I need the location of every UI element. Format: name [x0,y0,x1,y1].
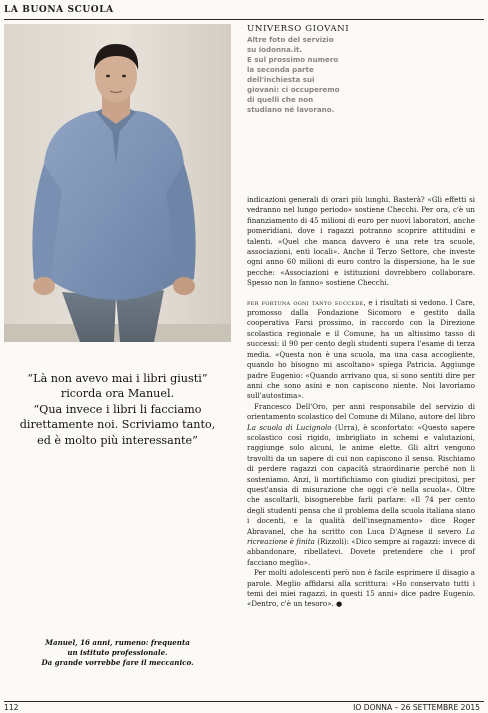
sidebar-line: giovani: ci occuperemo [247,85,340,94]
issue-info: IO DONNA – 26 SETTEMBRE 2015 [353,703,480,712]
top-rule [4,19,484,20]
sidebar-line: su iodonna.it. [247,45,303,54]
paragraph-lead-in: per fortuna ogni tanto succede [247,297,364,307]
page-number: 112 [4,703,19,712]
article-paragraph [247,402,475,569]
sidebar-text [247,35,387,115]
sidebar-line: la seconda parte [247,65,314,74]
sidebar-line: di quelli che non [247,95,314,104]
sidebar-line: E sul prossimo numero [247,55,339,64]
sidebar-line: dell'inchiesta sui [247,75,315,84]
caption-line: Da grande vorrebbe fare il meccanico. [41,658,194,668]
quote-line: “Là non avevo mai i libri giusti” [27,372,208,385]
article-paragraph [247,298,475,402]
book-title: La scuola di Lucignolo [247,422,332,432]
caption-line: un istituto professionale. [67,648,168,658]
book-title: La ricreazione è finita [247,526,475,546]
paragraph-text: Francesco Dell'Oro, per anni responsabile del servizio di orientamento scolastico del Comune di Milano, autore del libro [247,401,475,422]
caption-line: Manuel, 16 anni, rumeno: frequenta [45,638,190,647]
bottom-rule [4,701,484,702]
portrait-photo [4,24,231,342]
sidebar-line: studiano né lavorano. [247,105,335,114]
pull-quote [4,371,231,448]
quote-line: ed è molto più interessante” [37,433,198,447]
sidebar-line: Altre foto del servizio [247,35,334,44]
photo-caption [4,638,231,669]
quote-line: “Qua invece i libri li facciamo [33,402,202,416]
paragraph-text: (Urra), è sconfortato: «Questo sapere scolastico così rigido, imbrigliato in schemi e valutazioni, raggiunge solo alcuni, le anime elette. Gli altri vengono travolti da un sapere di cui non capiscono il senso. Rischiamo di perdere ragazzi con capacità straordinarie perché non li sosteniamo. Anzi, li mortifichiamo con giudizi precipitosi, per quest'ansia di misurazione che oggi c'è nella scuola». Oltre che ascoltarli, bisognerebbe farli parlare: «Il 74 per cento degli studenti pensa che il problema della scuola italiana siano i docenti, e la qualità dell'insegnamento» dice Roger Abravanel, che ha scritto con Luca D'Agnese il severo [247,422,475,536]
section-title: LA BUONA SCUOLA [4,5,114,15]
sidebar-box [247,24,387,115]
article-body [247,195,475,610]
paragraph-text: , e i risultati si vedono. I Care, promosso dalla Fondazione Sicomoro e gestito dalla cooperativa Farsi prossimo, in raccordo con la Direzione scolastica regionale e il Comune, ha un altissimo tasso di successi: il 90 per cento degli studenti supera l'esame di terza media. «Questa non è una scuola, ma una casa accogliente, quando ho bisogno mi ascoltano» spiega Patricia. Aggiunge padre Eugenio: «Quando arrivano qua, si sono sentiti dire per anni che sono asini e non capiscono niente. Noi lavoriamo sull'autostima». [247,297,475,401]
quote-line: direttamente noi. Scriviamo tanto, [19,418,216,432]
paragraph-text: (Rizzoli): «Dico sempre ai ragazzi: invece di abbandonare, ribellatevi. Dovete pretendere che i prof facciano meglio». [247,537,475,567]
article-paragraph: Per molti adolescenti però non è facile esprimere il disagio a parole. Meglio affidarsi alla scrittura: «Ho conservato tutti i temi dei miei ragazzi, in questi 15 anni» dice padre Eugenio. «Dentro, c'è un tesoro». ● [247,568,475,609]
quote-line: ricorda ora Manuel. [60,387,175,401]
article-paragraph: indicazioni generali di orari più lunghi. Basterà? «Gli effetti si vedranno nel lungo periodo» sostiene Checchi. Per ora, c'è un finanziamento di 45 milioni di euro per nuovi laboratori, anche pomeridiani, dove i ragazzi potranno scoprire attitudini e talenti. «Quel che manca davvero è una rete tra scuole, associazioni, enti locali». Anche il Terzo Settore, che investe ogni anno 60 milioni di euro contro la dispersione, ha le sue pecche: «Associazioni e istituzioni dovrebbero collaborare. Spesso non lo fanno» sostiene Checchi. [247,195,475,288]
sidebar-title: UNIVERSO GIOVANI [247,24,350,34]
